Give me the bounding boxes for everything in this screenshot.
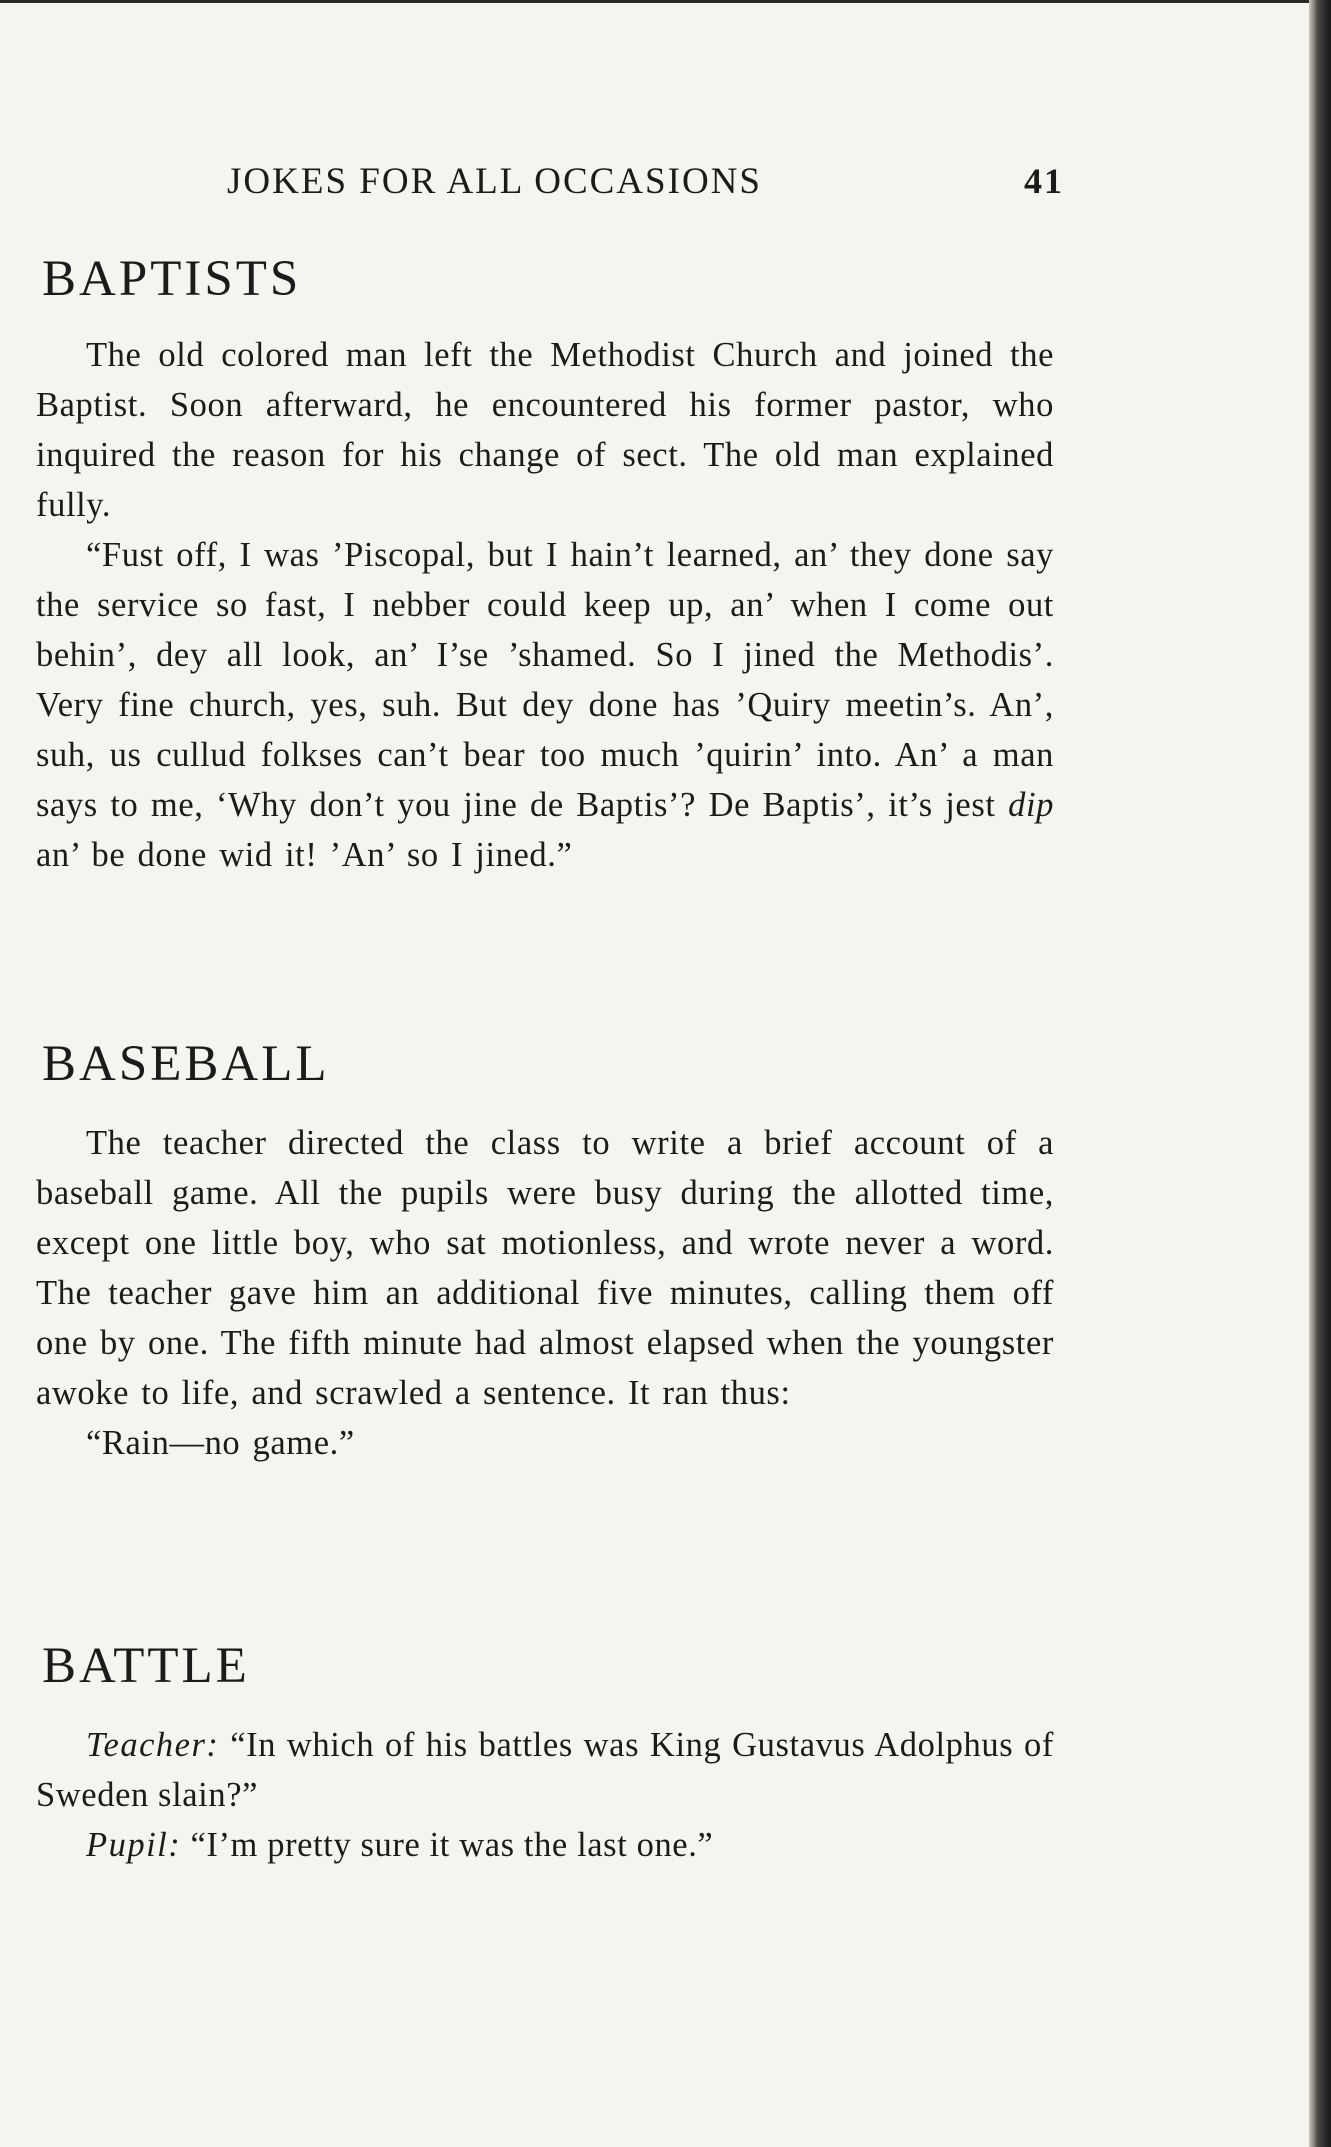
teacher-speaker-label: Teacher:	[86, 1726, 220, 1764]
pupil-quote: “I’m pretty sure it was the last one.”	[190, 1826, 714, 1864]
pupil-speaker-label: Pupil:	[86, 1826, 182, 1864]
heading-baptists: BAPTISTS	[42, 251, 302, 307]
battle-teacher-line	[36, 1720, 1054, 1820]
top-page-edge	[0, 0, 1331, 3]
page-number: 41	[1024, 161, 1064, 201]
section-battle	[36, 1720, 1054, 1870]
baptists-paragraph-2-text: “Fust off, I was ’Piscopal, but I hain’t learned, an’ they done say the service so fast, I nebber could keep up, an’ when I come out behin’, dey all look, an’ I’se ’shamed. So I jined the Methodis’. Very fine church, yes, suh. But dey done has ’Quiry meetin’s. An’, suh, us cullud folkses can’t bear too much ’quirin’ into. An’ a man says to me, ‘Why don’t you jine de Baptis’? De Baptis’, it’s jest	[36, 536, 1054, 824]
right-page-edge	[1309, 0, 1331, 2147]
running-head-title: JOKES FOR ALL OCCASIONS	[227, 161, 762, 202]
baptists-paragraph-1: The old colored man left the Methodist Church and joined the Baptist. Soon afterward, he encountered his former pastor, who inquired the reason for his change of sect. The old man explained fully.	[36, 336, 1054, 524]
baptists-dip-italic: dip	[1008, 786, 1054, 824]
running-head	[36, 160, 1064, 210]
section-baseball	[36, 1118, 1054, 1468]
heading-baseball: BASEBALL	[42, 1036, 330, 1092]
battle-pupil-line	[36, 1820, 1054, 1870]
baptists-paragraph-2	[36, 530, 1054, 880]
baseball-paragraph-2: “Rain—no game.”	[86, 1424, 355, 1462]
teacher-quote: “In which of his battles was King Gustavus Adolphus of Sweden slain?”	[36, 1726, 1054, 1814]
section-baptists	[36, 330, 1054, 880]
baptists-paragraph-2-end: an’ be done wid it! ’An’ so I jined.”	[36, 836, 573, 874]
heading-battle: BATTLE	[42, 1638, 250, 1694]
baseball-paragraph-1: The teacher directed the class to write a brief account of a baseball game. All the pupils were busy during the allotted time, except one little boy, who sat motionless, and wrote never a word. The teacher gave him an additional five minutes, calling them off one by one. The fifth minute had almost elapsed when the youngster awoke to life, and scrawled a sentence. It ran thus:	[36, 1124, 1054, 1412]
